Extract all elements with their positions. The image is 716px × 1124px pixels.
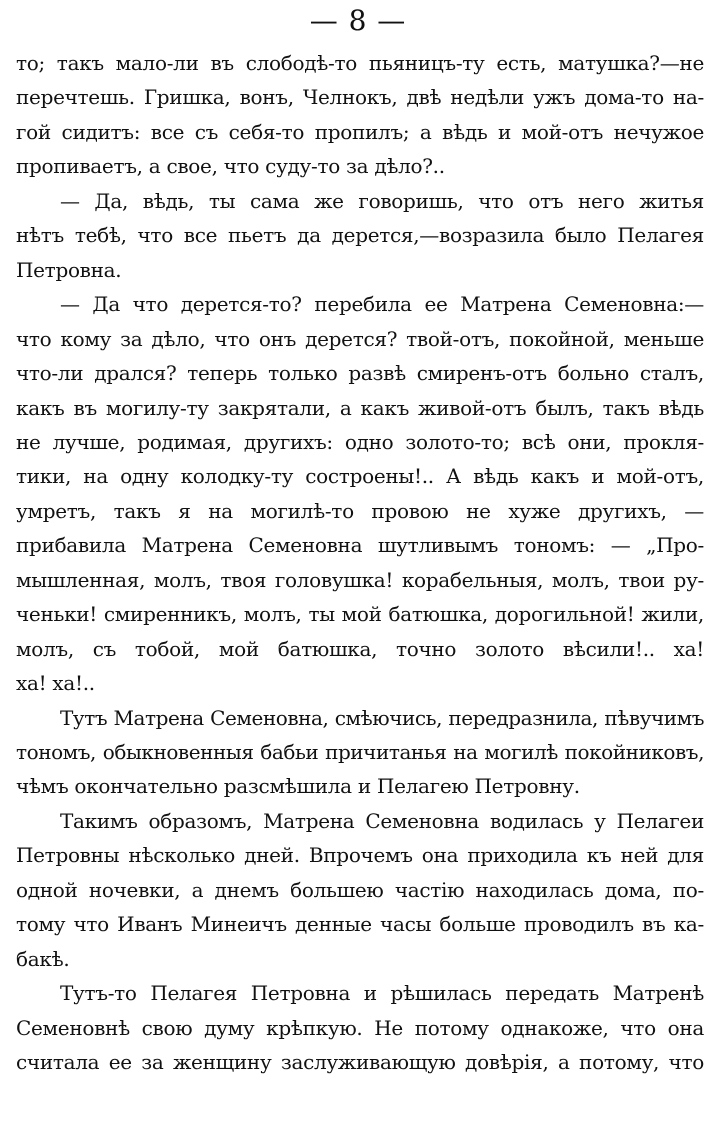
text-line: гой сидитъ: все съ себя-то пропилъ; а вѣдь и мой-отъ нечужое [16,119,704,144]
text-line: Семеновнѣ свою думу крѣпкую. Не потому однакоже, что она [16,1015,704,1040]
text-line: нѣтъ тебѣ, что все пьетъ да дерется,—возразила было Пелагея [16,223,704,248]
text-line: тики, на одну колодку-ту состроены!.. А вѣдь какъ и мой-отъ, [16,464,704,489]
text-line: умретъ, такъ я на могилѣ-то провою не хуже другихъ, — [16,498,704,523]
text-line: пропиваетъ, а свое, что суду-то за дѣло?.. [16,154,445,179]
text-line: Петровны нѣсколько дней. Впрочемъ она приходила къ ней для [16,843,704,868]
page-number: — 8 — [309,4,407,37]
text-line: перечтешь. Гришка, вонъ, Челнокъ, двѣ недѣли ужъ дома-то на- [16,85,704,110]
text-line: тономъ, обыкновенныя бабьи причитанья на могилѣ покойниковъ, [16,740,704,764]
text-line: Петровна. [16,257,122,282]
text-line: то; такъ мало-ли въ слободѣ-то пьяницъ-ту есть, матушка?—не [16,51,704,75]
text-line: молъ, съ тобой, мой батюшка, точно золото вѣсили!.. ха! [16,636,704,661]
text-line: ха! ха!.. [16,671,95,696]
text-line: бакѣ. [16,946,70,971]
text-line: — Да, вѣдь, ты сама же говоришь, что отъ него житья [60,188,704,213]
text-line: — Да что дерется-то? перебила ее Матрена Семеновна:— [60,292,704,317]
text-line: что кому за дѣло, что онъ дерется? твой-отъ, покойной, меньше [16,326,704,351]
text-line: тому что Иванъ Минеичъ денные часы больше проводилъ въ ка- [16,912,704,937]
text-line: ченьки! смиренникъ, молъ, ты мой батюшка, дорогильной! жили, [16,602,704,627]
text-line: Тутъ-то Пелагея Петровна и рѣшилась передать Матренѣ [60,981,704,1006]
text-line: Такимъ образомъ, Матрена Семеновна водилась у Пелагеи [60,808,704,833]
text-line: чѣмъ окончательно разсмѣшила и Пелагею Петровну. [16,774,580,799]
text-line: одной ночевки, а днемъ большею частію находилась дома, по- [16,877,704,902]
text-line: что-ли дрался? теперь только развѣ смиренъ-отъ больно сталъ, [16,361,704,386]
text-line: мышленная, молъ, твоя головушка! корабельныя, молъ, твои ру- [16,567,704,592]
text-line: считала ее за женщину заслуживающую довѣрія, а потому, что [16,1050,704,1075]
text-line: какъ въ могилу-ту закрятали, а какъ живой-отъ былъ, такъ вѣдь [16,395,704,420]
text-line: Тутъ Матрена Семеновна, смѣючись, передразнила, пѣвучимъ [60,705,704,730]
text-line: прибавила Матрена Семеновна шутливымъ тономъ: — „Про- [16,533,704,558]
text-line: не лучше, родимая, другихъ: одно золото-то; всѣ они, прокля- [16,429,704,454]
